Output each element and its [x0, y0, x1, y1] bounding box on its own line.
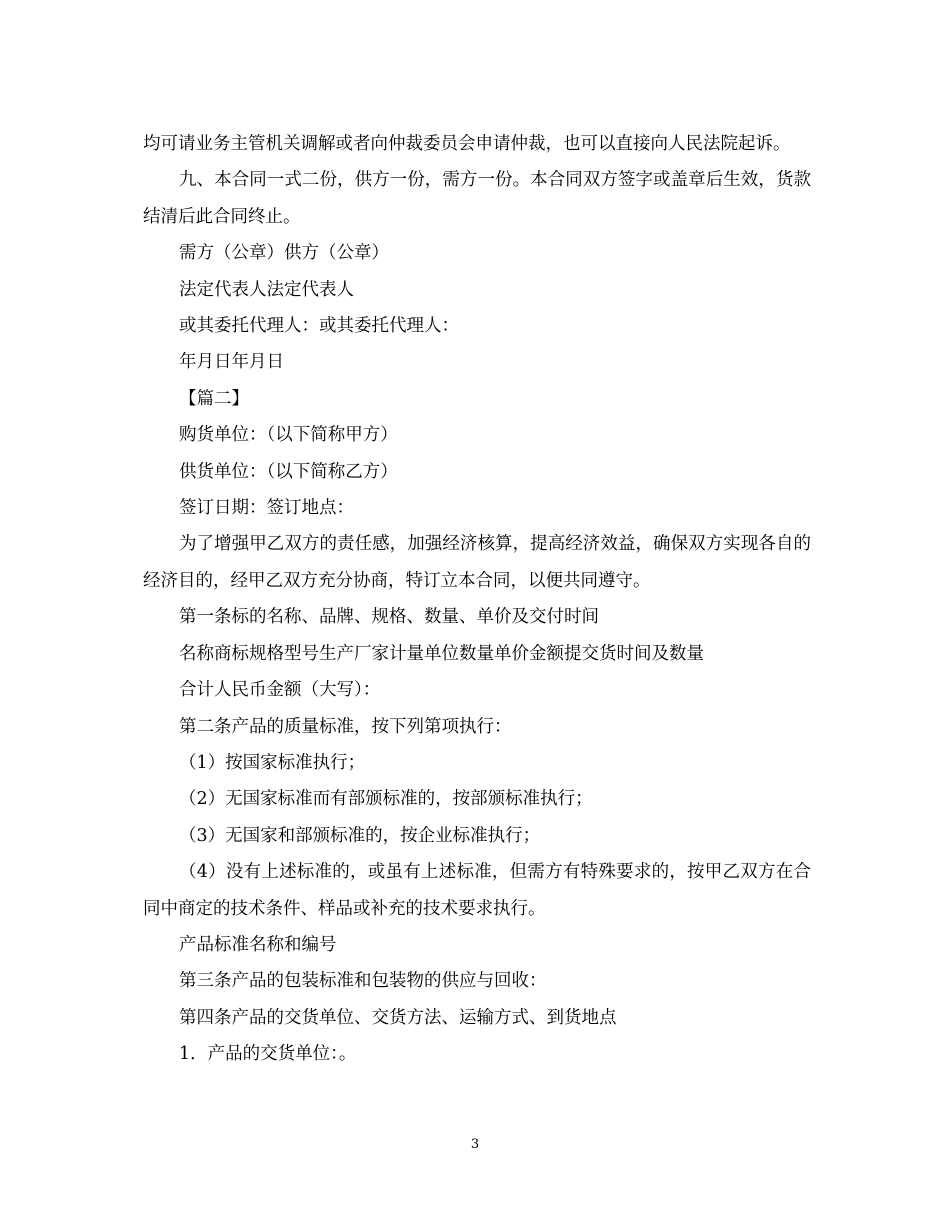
paragraph-23: 1．产品的交货单位：。 [179, 1044, 357, 1065]
section-heading: 【篇二】 [179, 388, 249, 409]
paragraph-16: （1）按国家标准执行； [179, 752, 366, 773]
paragraph-13: 名称商标规格型号生产厂家计量单位数量单价金额提交货时间及数量 [179, 643, 704, 664]
paragraph-10: 签订日期：签订地点： [179, 498, 354, 519]
paragraph-14: 合计人民币金额（大写）： [179, 680, 381, 701]
paragraph-4: 法定代表人法定代表人 [179, 279, 354, 300]
paragraph-6: 年月日年月日 [179, 352, 284, 373]
paragraph-11: 为了增强甲乙双方的责任感，加强经济核算，提高经济效益，确保双方实现各自的经济目的，经甲乙双方充分协商，特订立本合同，以便共同遵守。 [143, 534, 811, 591]
paragraph-15: 第二条产品的质量标准，按下列第项执行： [179, 716, 512, 737]
paragraph-18: （3）无国家和部颁标准的，按企业标准执行； [179, 825, 541, 846]
paragraph-19: （4）没有上述标准的，或虽有上述标准，但需方有特殊要求的，按甲乙双方在合同中商定的技术条件、样品或补充的技术要求执行。 [143, 862, 811, 919]
paragraph-2: 九、本合同一式二份，供方一份，需方一份。本合同双方签字或盖章后生效，货款结清后此合同终止。 [143, 170, 811, 227]
paragraph-9: 供货单位：（以下简称乙方） [179, 461, 398, 482]
document-body [143, 126, 811, 1073]
paragraph-1: 均可请业务主管机关调解或者向仲裁委员会申请仲裁，也可以直接向人民法院起诉。 [143, 134, 791, 154]
paragraph-17: （2）无国家标准而有部颁标准的，按部颁标准执行； [179, 789, 593, 810]
paragraph-8: 购货单位：（以下简称甲方） [179, 425, 398, 446]
paragraph-22: 第四条产品的交货单位、交货方法、运输方式、到货地点 [179, 1007, 617, 1028]
paragraph-5: 或其委托代理人：或其委托代理人： [179, 316, 459, 337]
paragraph-20: 产品标准名称和编号 [179, 934, 337, 955]
paragraph-21: 第三条产品的包装标准和包装物的供应与回收： [179, 971, 547, 992]
page-number: 3 [470, 1137, 480, 1152]
paragraph-3: 需方（公章）供方（公章） [179, 243, 389, 264]
paragraph-12: 第一条标的名称、品牌、规格、数量、单价及交付时间 [179, 607, 599, 628]
